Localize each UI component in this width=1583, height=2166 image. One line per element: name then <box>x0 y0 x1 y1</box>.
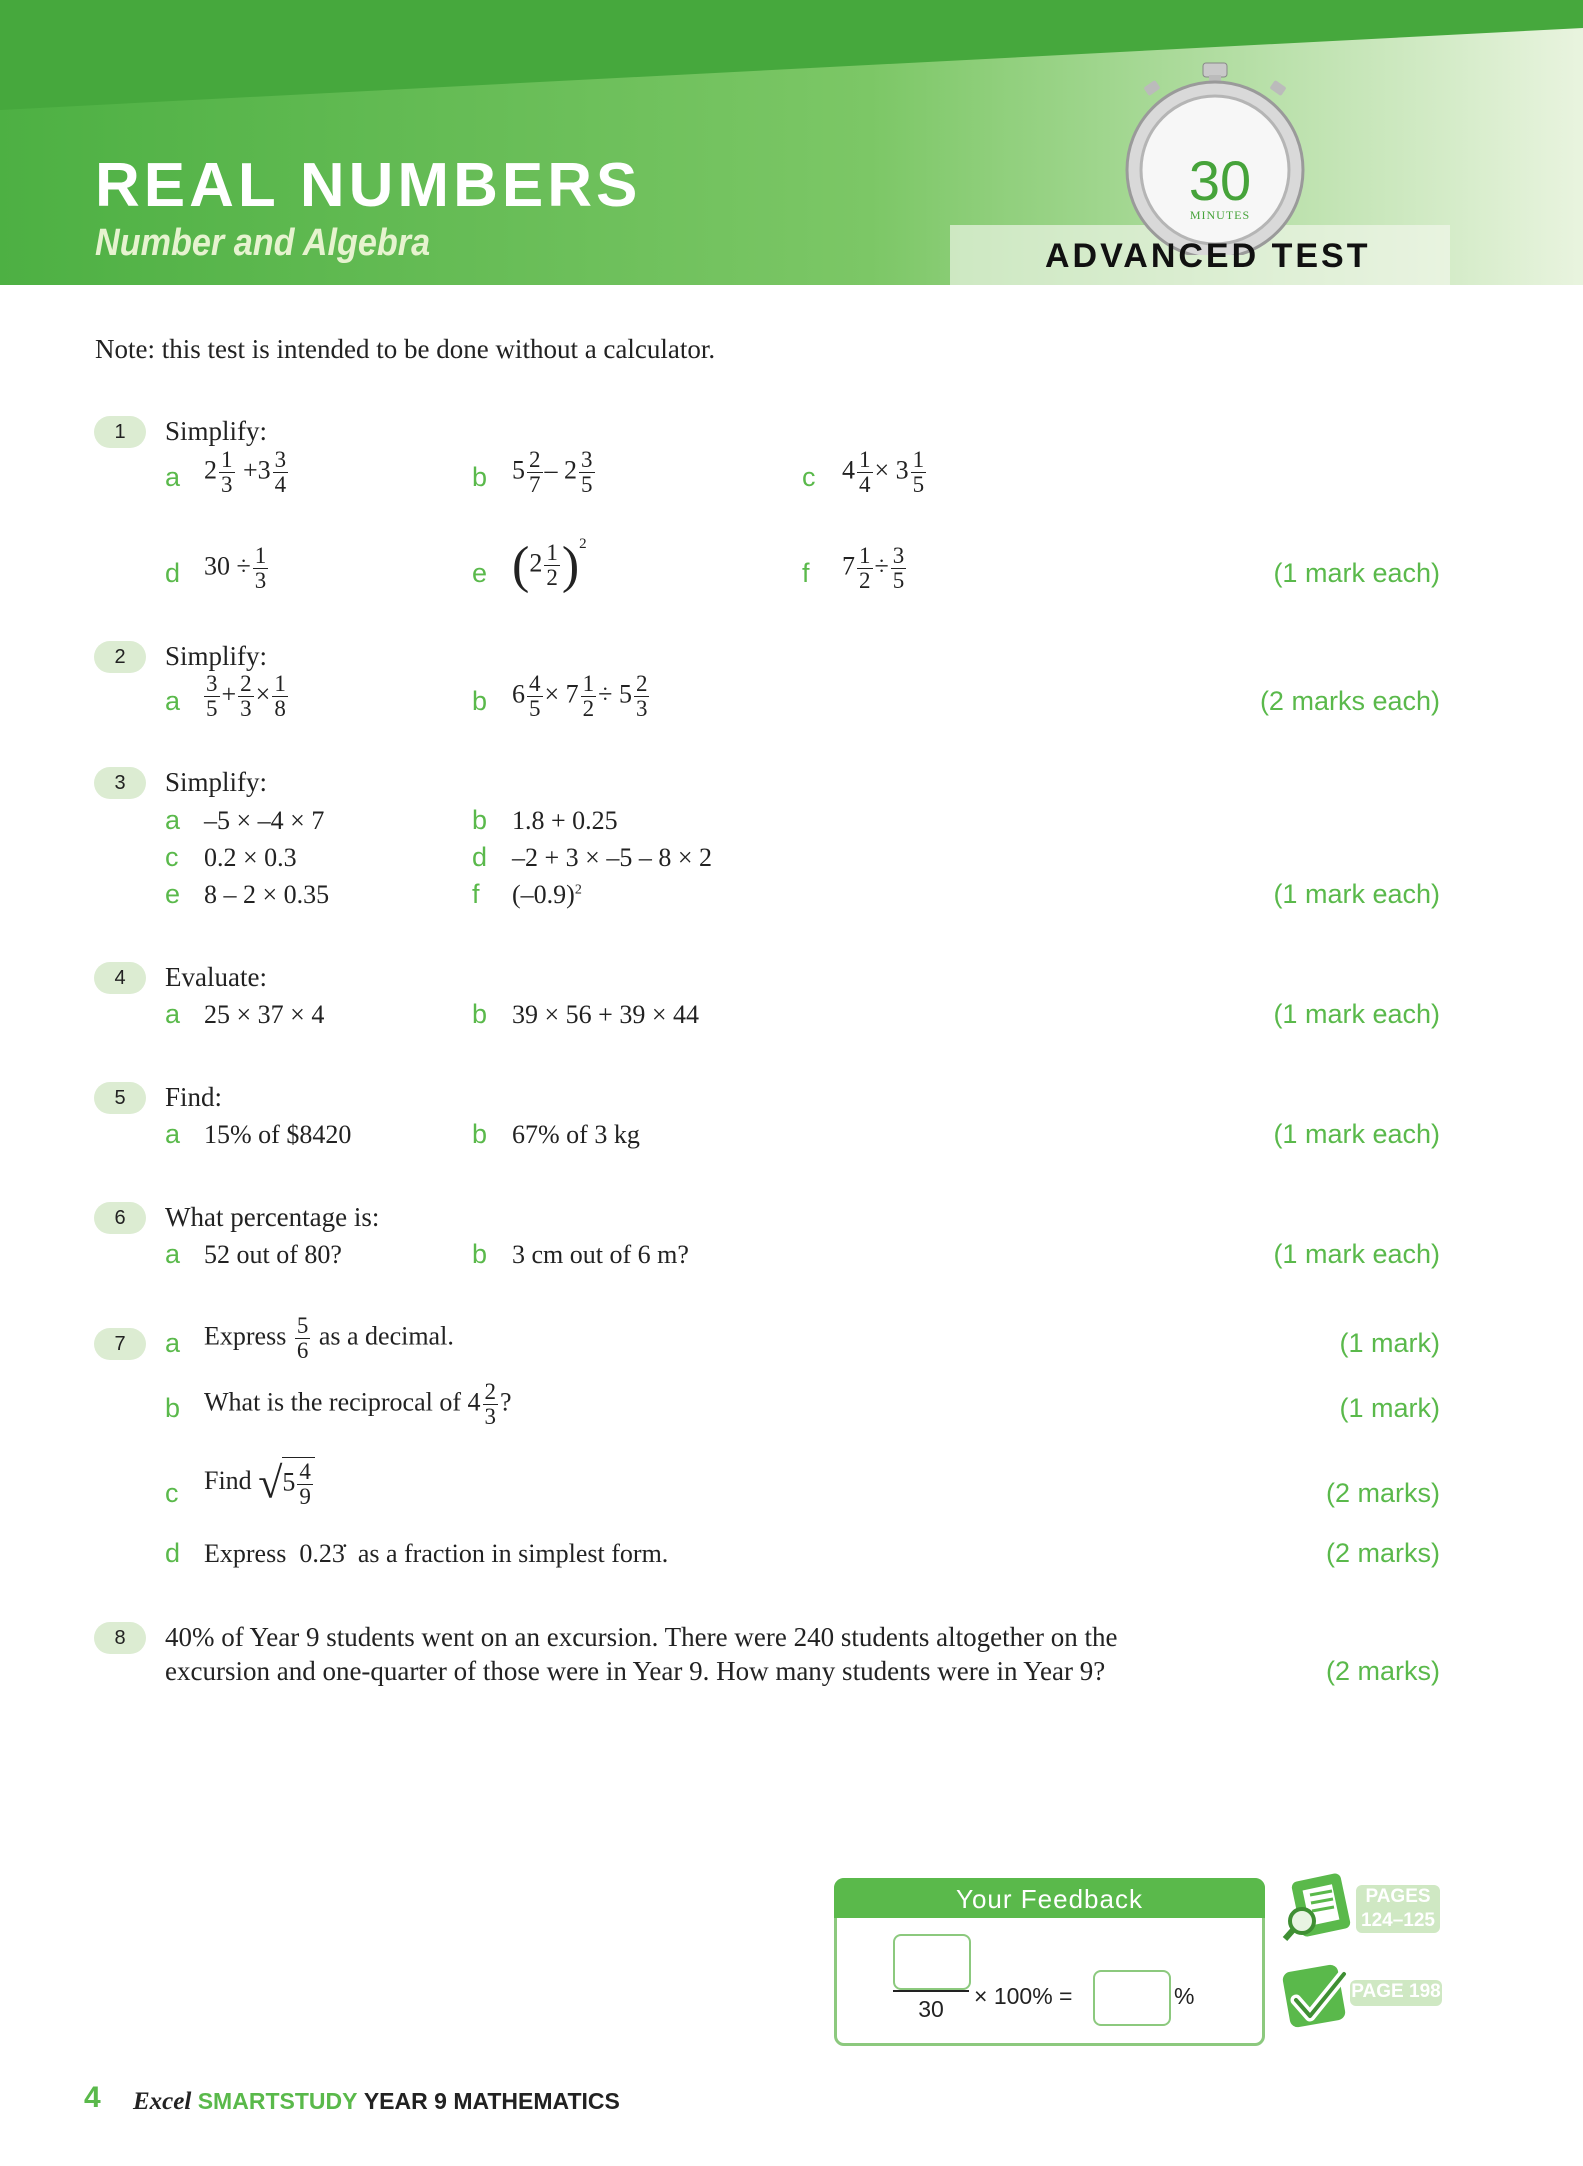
part-label: a <box>165 462 181 492</box>
question-stem: Simplify: <box>165 641 268 671</box>
part-label: d <box>165 1538 181 1568</box>
expression-text: Find <box>204 1466 252 1496</box>
marks-label: (2 marks each) <box>1259 686 1440 716</box>
book-title: YEAR 9 MATHEMATICS <box>363 2088 620 2114</box>
expression: 1.8 + 0.25 <box>512 806 618 835</box>
page-reference: PAGE 198 <box>1350 1980 1442 2006</box>
part-label: b <box>472 462 488 492</box>
marks-label: (2 marks) <box>1326 1478 1440 1508</box>
question-number: 3 <box>94 767 146 799</box>
expression-value: 0.23̇ <box>299 1539 345 1568</box>
page-title: REAL NUMBERS <box>95 151 642 220</box>
expression: –5 × –4 × 7 <box>204 806 325 835</box>
part-label: e <box>472 558 488 588</box>
part-label: a <box>165 1328 181 1358</box>
expression-text: as a decimal. <box>318 1321 454 1351</box>
question-number: 8 <box>94 1622 146 1654</box>
page-subtitle: Number and Algebra <box>95 222 431 264</box>
expression <box>204 1539 668 1569</box>
expression: 3 cm out of 6 m? <box>512 1240 689 1269</box>
brand-name: Excel <box>133 2088 192 2115</box>
test-type-label: ADVANCED TEST <box>1045 237 1371 275</box>
part-label: b <box>472 999 488 1029</box>
expression-text: (–0.9) <box>512 880 575 909</box>
part-label: d <box>165 558 181 588</box>
expression: 7 $\frac{1}{2}$ ÷ $\frac{3}{5}$ <box>842 543 905 594</box>
marks-label: (1 mark each) <box>1273 1119 1440 1149</box>
checkmark-icon <box>1280 1960 1356 2036</box>
header-banner <box>0 0 1583 285</box>
expression: What is the reciprocal of 4 $\frac{2}{3}$ ? <box>204 1379 512 1430</box>
expression-text: Express <box>204 1321 287 1351</box>
part-label: a <box>165 999 181 1029</box>
question-number: 5 <box>94 1082 146 1114</box>
part-label: b <box>472 1119 488 1149</box>
part-label: c <box>802 462 816 492</box>
marks-label: (1 mark each) <box>1273 1239 1440 1269</box>
expression: 25 × 37 × 4 <box>204 1000 325 1029</box>
feedback-title: Your Feedback <box>834 1878 1265 1918</box>
marks-label: (1 mark) <box>1339 1393 1440 1423</box>
calculator-note: Note: this test is intended to be done without a calculator. <box>95 334 716 364</box>
question-stem: Evaluate: <box>165 962 267 992</box>
footer-title <box>133 2088 620 2116</box>
score-denominator: 30 <box>918 1996 944 2022</box>
question-number: 6 <box>94 1202 146 1234</box>
expression: 67% of 3 kg <box>512 1120 640 1149</box>
marks-label: (1 mark each) <box>1273 558 1440 588</box>
part-label: d <box>472 842 488 872</box>
question-stem: 40% of Year 9 students went on an excursion. There were 240 students altogether on the <box>165 1622 1118 1652</box>
expression: 30 ÷ $\frac{1}{3}$ <box>204 543 267 594</box>
expression: Find √5 $\frac{4}{9}$ <box>204 1457 315 1509</box>
part-label: f <box>802 558 810 588</box>
question-stem: Find: <box>165 1082 223 1112</box>
part-label: f <box>472 879 480 909</box>
part-label: a <box>165 1239 181 1269</box>
marks-label: (1 mark each) <box>1273 879 1440 909</box>
question-number: 4 <box>94 962 146 994</box>
expression: –2 + 3 × –5 – 8 × 2 <box>512 843 712 872</box>
expression: (2 $\frac{1}{2}$ )$^2$ <box>512 536 587 594</box>
percent-input[interactable] <box>1093 1970 1171 2026</box>
part-label: e <box>165 879 181 909</box>
expression-text: as a fraction in simplest form. <box>357 1539 669 1568</box>
question-stem: excursion and one-quarter of those were in Year 9. How many students were in Year 9? <box>165 1656 1106 1686</box>
part-label: b <box>165 1393 181 1423</box>
expression: 39 × 56 + 39 × 44 <box>512 1000 699 1029</box>
part-label: c <box>165 842 179 872</box>
timer-unit: MINUTES <box>1189 208 1251 222</box>
expression: 2 $\frac{1}{3}$ +3 $\frac{3}{4}$ <box>204 447 287 498</box>
part-label: a <box>165 1119 181 1149</box>
part-label: b <box>472 686 488 716</box>
expression: 52 out of 80? <box>204 1240 342 1269</box>
expression-text: Express <box>204 1539 287 1568</box>
question-stem: Simplify: <box>165 416 268 446</box>
pages-label: PAGES <box>1365 1886 1431 1907</box>
expression: Express $\frac{5}{6}$ as a decimal. <box>204 1313 454 1364</box>
expression: 8 – 2 × 0.35 <box>204 880 330 909</box>
expression: 4 $\frac{1}{4}$ × 3 $\frac{1}{5}$ <box>842 447 925 498</box>
expression-text: What is the reciprocal of <box>204 1387 461 1417</box>
score-input[interactable] <box>893 1934 971 1990</box>
fraction-line <box>893 1990 969 1992</box>
expression: $(-0.9)^2$ <box>512 880 582 909</box>
multiplier-text: × 100% = <box>974 1983 1073 2009</box>
question-number: 7 <box>94 1328 146 1360</box>
expression: 5 $\frac{2}{7}$ – 2 $\frac{3}{5}$ <box>512 447 593 498</box>
page-number: 4 <box>84 2081 101 2114</box>
question-number: 2 <box>94 641 146 673</box>
question-stem: Simplify: <box>165 767 268 797</box>
timer-value: 30 <box>1188 149 1252 212</box>
pages-reference <box>1356 1885 1440 1933</box>
part-label: c <box>165 1478 179 1508</box>
part-label: a <box>165 686 181 716</box>
expression: $\frac{3}{5}$ + $\frac{2}{3}$ × $\frac{1}{8}$ <box>206 671 286 722</box>
marks-label: (2 marks) <box>1326 1538 1440 1568</box>
part-label: a <box>165 805 181 835</box>
series-name: SMARTSTUDY <box>197 2088 358 2114</box>
marks-label: (1 mark) <box>1339 1328 1440 1358</box>
marks-label: (1 mark each) <box>1273 999 1440 1029</box>
question-stem: What percentage is: <box>165 1202 380 1232</box>
pages-range: 124–125 <box>1361 1910 1435 1931</box>
part-label: b <box>472 805 488 835</box>
part-label: b <box>472 1239 488 1269</box>
expression: 6 $\frac{4}{5}$ × 7 $\frac{1}{2}$ ÷ 5 $\frac{2}{3}$ <box>512 671 648 722</box>
expression: 0.2 × 0.3 <box>204 843 297 872</box>
percent-sign: % <box>1174 1983 1195 2009</box>
magnifier-document-icon <box>1282 1873 1352 1943</box>
marks-label: (2 marks) <box>1326 1656 1440 1686</box>
expression: 15% of $8420 <box>204 1120 352 1149</box>
question-number: 1 <box>94 416 146 448</box>
